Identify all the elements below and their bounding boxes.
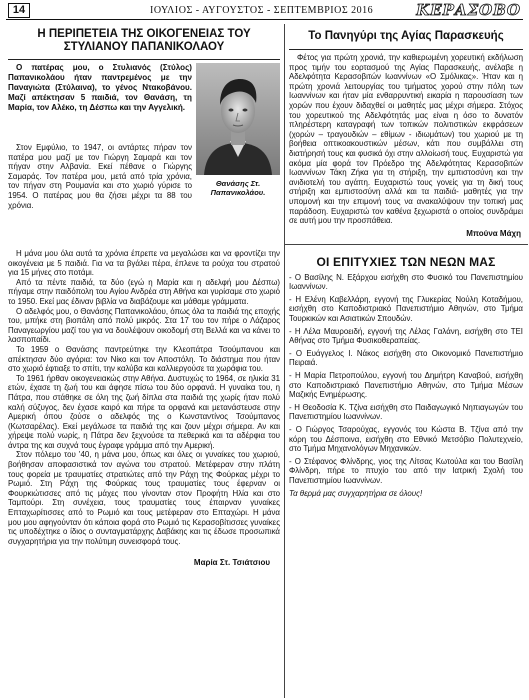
paragraph-2: Η μάνα μου όλα αυτά τα χρόνια έπρεπε να μεγαλώσει και να φροντίζει την οικογένεια με 5 παιδιά. Για να τα βγάλει πέρα, έπλενε τα ρούχα του στρατού για 15 μήνες στο ποτάμι. bbox=[8, 249, 280, 278]
right-article-signature: Μπούνα Μάχη bbox=[466, 228, 521, 238]
right-column bbox=[289, 24, 523, 698]
photo-caption: Θανάσης Στ. Παπανικολάου. bbox=[210, 179, 266, 197]
left-article-signature: Μαρία Στ. Τσιάτσιου bbox=[193, 558, 270, 568]
left-article bbox=[8, 24, 280, 698]
right-article-paragraph: Φέτος για πρώτη χρονιά, την καθιερωμένη χορευτική εκδήλωση προς τιμήν του εορτασμού της Αγίας Παρασκευής, ανέλαβε η Αδελφότητα Κερασοβιτών Ιωαννίνων «Ο Σμόλικας». Ήταν και η πρώτη χρονιά λειτουργίας του τμήματος χορού στην πόλη των Ιωαννίνων και ήταν μία ενθαρρυντική εικαρία η παρουσίαση των χορών που έχουν διδαχθεί οι μαθητές μας μέχρι σήμερα. Στόχος του χορευτικού της Αδελφότητάς μας είναι η όσο το δυνατόν πληρέστερη καταγραφή των τοπικών πολιτιστικών εκφράσεων (χορών – τραγουδιών – εθίμων - ιδιωμάτων) του χωριού με τη βοήθεια οπτικοακουστικών μέσων, κάτι που συμβάλλει στη διατήρησή τους και φυσικά όχι στην αλλοίωσή τους. Ευχαριστώ για ακόμα μία φορά τον Πρόεδρο της Αδελφότητας Κερασοβιτών Ιωαννίνων Τάκη Ζήκα για τη στήριξη, την εμπιστοσύνη και την ανιδιοτελή του αγάπη. Ευχαριστώ τους γονείς για τη δική τους στήριξη και εμπιστοσύνη αλλά και τα παιδιά- μαθητές για την υπομονή και την επιμονή τους να ανακαλύψουν την τοπική μας παράδοση. Ευχαριστώ τον καθένα ξεχωριστά ο οποίος συνδράμει σε αυτή μου την προσπάθεια. bbox=[289, 53, 523, 226]
successes-list bbox=[289, 273, 523, 486]
right-title-divider bbox=[289, 49, 523, 50]
paragraph-6: Το 1961 ήρθαν οικογενειακώς στην Αθήνα. Δυστυχώς το 1964, σε ηλικία 31 ετών, έχασε τη ζωή του και άφησε πίσω του δύο ορφανά. Η γυναίκα του, η Πάτρα, που στάθηκε σε όλη της ζωή δίπλα στα παιδιά της χωρίς ήταν πολύ καλή σύζυγος, δεν έχασε καιρό και πήρε τα ορφανά και μετανάστευσε στην Αμερική όπου ζούσε ο αδελφός της ο Κωνσταντίνος Τσούμπανος (Κωτσαρέλας). Εκεί μεγάλωσε τα παιδιά της και ζουν μέχρι σήμερα. Αν και χήρεψε πολύ νωρίς, η Πάτρα δεν ξεχνούσε τα πεθερικά και τα αδέρφια του άντρα της και συχνά τους έγραφε γράμμα από την Αμερική. bbox=[8, 373, 280, 450]
list-item: - Η Ελένη Καβελλάρη, εγγονή της Γλυκερίας Νούλη Κοταδήμου, εισήχθη στο Καποδιστριακό Πανεπιστήμιο Αθηνών, στο Τμήμα Τουρκικών και Ασιατικών Σπουδών. bbox=[289, 294, 523, 324]
page-number: 14 bbox=[8, 3, 30, 18]
intro-body bbox=[8, 143, 192, 210]
right-article-body bbox=[289, 53, 523, 226]
list-item: - Ο Βασίλης Ν. Εξάρχου εισήχθη στο Φυσικό του Πανεπιστημίου Ιωαννίνων. bbox=[289, 272, 523, 292]
paragraph-5: Το 1959 ο Θανάσης παντρεύτηκε την Κλεοπάτρα Τσούμπανου και απέκτησαν δύο αγόρια: τον Νίκο και τον Αποστόλη. Το διάστημα που ήταν στο χωριό έφτιαξε το σπίτι, την καλύβα και καλλιεργούσε τα χωράφια του. bbox=[8, 344, 280, 374]
title-divider bbox=[8, 59, 280, 60]
masthead-logo: ΚΕΡΑΣΟΒΟ bbox=[416, 1, 521, 19]
list-item: - Ο Ευάγγελος Ι. Νάκος εισήχθη στο Οικονομικό Πανεπιστήμιο Πειραιά. bbox=[289, 348, 523, 368]
list-item: - Η Μαρία Πετροπούλου, εγγονή του Δημήτρη Καναβού, εισήχθη στο Καποδιστριακό Πανεπιστήμιο Αθηνών, στο Τμήμα Μέσων Μαζικής Ενημέρωσης. bbox=[289, 371, 523, 400]
paragraph-7: Στον πόλεμο του '40, η μάνα μου, όπως και όλες οι γυναίκες του χωριού, βοήθησαν αποφασιστικά τον αγώνα του στρατού. Μετέφεραν στην πλάτη τους φορεία με τραυματίες στρατιώτες από την Ράχη της Φούρκας μέχρι το Ρωμιό. Στη Ράχη της Φούρκας τους τραυματίες τους έφερναν οι Φουρκιώτισσες από τις μάχες που γίνονταν στον Προφήτη Ηλία και στο Ταμπούρι. Στη συνέχεια, τους τραυματίες τους έπαιρναν γυναίκες Επταχωρίτισσες από το Ρωμιό και τους μετέφεραν στο Επταχώρι. Η μάνα μου μου αφηγούνταν ότι κάποια φορά στο Ρωμιό τις Κερασοβίτισσες γυναίκες τις υποδέχτηκε ο ίδιος ο συνταγματάρχης Δαβάκης και τις έδωσε προσωπικά συγχαρητήρια για την πολύτιμη συνεισφορά τους. bbox=[8, 450, 280, 546]
issue-date: ΙΟΥΛΙΟΣ - ΑΥΓΟΥΣΤΟΣ - ΣΕΠΤΕΜΒΡΙΟΣ 2016 bbox=[150, 5, 374, 16]
header-rule bbox=[6, 19, 523, 20]
paragraph-4: Ο αδελφός μου, ο Θανάσης Παπανικολάου, όπως όλα τα παιδιά της εποχής του, μπήκε στη βιοπάλη από πολύ μικρός. Στα 17 του τον πήρε ο Λάζαρος Παναγεωργίου μαζί του για να δουλέψουν οικοδομή στη Βελλά και να κάνει το λασποπαίδι. bbox=[8, 306, 280, 345]
intro-block bbox=[8, 63, 280, 249]
list-item: - Η Θεοδοσία Κ. Τζίνα εισήχθη στο Παιδαγωγικό Νηπιαγωγών του Πανεπιστημίου Ιωαννίνων. bbox=[289, 402, 523, 422]
portrait-photo bbox=[196, 63, 280, 175]
left-article-title: Η ΠΕΡΙΠΕΤΕΙΑ ΤΗΣ ΟΙΚΟΓΕΝΕΙΑΣ ΤΟΥ ΣΤΥΛΙΑΝΟΥ ΠΑΠΑΝΙΚΟΛΑΟΥ bbox=[37, 28, 251, 53]
paragraph-1: Στον Εμφύλιο, το 1947, οι αντάρτες πήραν τον πατέρα μου μαζί με τον Γιώργη Σαμαρά και τον πήγαν στην Αλβανία. Εκεί πέθανε ο Γιώργης Σαμαράς. Τον πατέρα μου, μετά από τρία χρόνια, τον πήγαν στη Ρουμανία και στο χωριό γύρισε το 1954. Ο πατέρας μου θα ζήσει μέχρι τα 88 του χρόνια. bbox=[8, 143, 192, 210]
intro-paragraph: Ο πατέρας μου, ο Στυλιανός (Στύλος) Παπανικολάου ήταν παντρεμένος με την Παναγιώτα (Στύλαινα), το γένος Ντακοβάνου. Μαζί απέκτησαν 5 παιδιά, τον Θανάση, τη Μαρία, τον Αλέκο, τη Δέσπω και την Αγγελική. bbox=[8, 63, 192, 112]
page-header bbox=[6, 2, 523, 20]
column-divider bbox=[284, 24, 285, 698]
right-article-title: Το Πανηγύρι της Αγίας Παρασκευής bbox=[308, 30, 504, 42]
paragraph-3: Από τα πέντε παιδιά, τα δύο (εγώ η Μαρία και η αδελφή μου Δέσπω) πήγαμε στην παιδόπολη του Αγίου Ανδρέα στη Αθήνα και γυρίσαμε στο χωριό το 1950. Εκεί μας έδιναν βιβλία να διαβάζουμε και μάθαμε γράμματα. bbox=[8, 277, 280, 306]
list-item: - Η Λέλα Μαυροειδή, εγγονή της Λέλας Γαλάνη, εισήχθη στο ΤΕΙ Αθήνας στο Τμήμα Φυσικοθεραπείας. bbox=[289, 326, 523, 346]
list-item: - Ο Στέφανος Φλίνδρης, γιος της Λίτσας Κωτούλα και του Βασίλη Φλίνδρη, πήρε το πτυχίο του από την Ιατρική Σχολή του Πανεπιστημίου Ιωαννίνων. bbox=[289, 456, 523, 485]
closing-line: Τα θερμά μας συγχαρητήρια σε όλους! bbox=[289, 488, 423, 498]
list-item: - Ο Γιώργος Τσαρούχας, εγγονός του Κώστα Β. Τζίνα από την κόρη του Δέσποινα, εισήχθη στο Εθνικό Μετσόβιο Πολυτεχνείο, στο Τμήμα Μηχανολόγων Μηχανικών. bbox=[289, 425, 523, 454]
portrait-image bbox=[196, 63, 280, 175]
successes-title: ΟΙ ΕΠΙΤΥΧΙΕΣ ΤΩΝ ΝΕΩΝ ΜΑΣ bbox=[316, 254, 496, 269]
left-article-body bbox=[8, 249, 280, 546]
